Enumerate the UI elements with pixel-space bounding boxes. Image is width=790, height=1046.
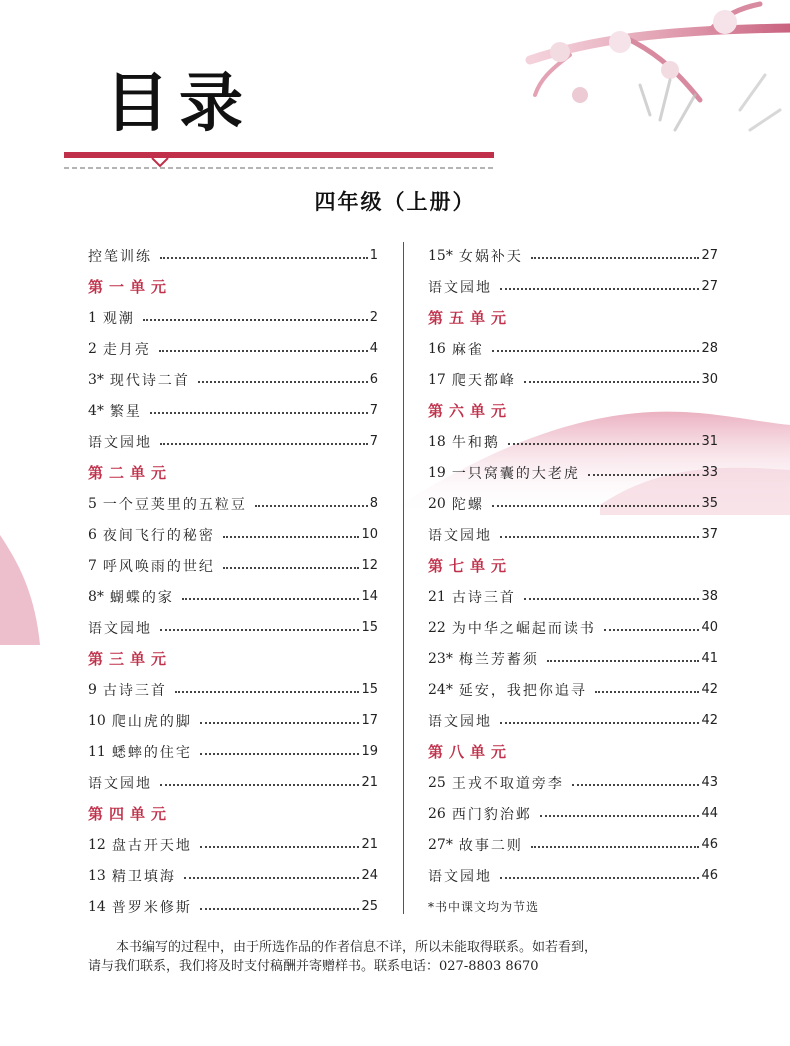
page-number: 37 (701, 527, 718, 542)
page-number: 21 (361, 837, 378, 852)
toc-entry[interactable] (428, 333, 718, 364)
toc-entry[interactable] (88, 736, 378, 767)
toc-entry[interactable] (428, 612, 718, 643)
lesson-number: 15* (428, 247, 453, 264)
lesson-number: 5 (88, 495, 97, 512)
lesson-number: 20 (428, 495, 446, 512)
dot-leader (200, 908, 360, 910)
dot-leader (200, 846, 360, 848)
dot-leader (540, 815, 700, 817)
lesson-title: 观潮 (102, 310, 135, 327)
dot-leader (150, 412, 368, 414)
lesson-number: 12 (88, 836, 106, 853)
footer-line-1: 本书编写的过程中，由于所选作品的作者信息不详，所以未能取得联系。如若看到， (116, 940, 598, 955)
lesson-title: 麻雀 (451, 341, 484, 358)
dot-leader (200, 722, 360, 724)
dot-leader (175, 691, 360, 693)
page-number: 6 (369, 372, 378, 387)
dot-leader (500, 536, 699, 538)
dot-leader (160, 257, 368, 259)
lesson-title: 盘古开天地 (111, 837, 192, 854)
dot-leader (547, 660, 700, 662)
toc-entry[interactable] (428, 674, 718, 705)
toc-entry[interactable] (428, 798, 718, 829)
lesson-title: 普罗米修斯 (111, 899, 192, 916)
dot-leader (508, 443, 700, 445)
page-number: 46 (701, 868, 718, 883)
page-title: 目录 (105, 67, 253, 141)
lesson-number: 25 (428, 774, 446, 791)
page-number: 12 (361, 558, 378, 573)
toc-entry[interactable] (428, 519, 718, 550)
page-number: 43 (701, 775, 718, 790)
dot-leader (198, 381, 368, 383)
lesson-title: 牛和鹅 (451, 434, 500, 451)
lesson-number: 18 (428, 433, 446, 450)
dot-leader (143, 319, 368, 321)
lesson-title: 一只窝囊的大老虎 (451, 465, 580, 482)
lesson-title: 爬天都峰 (451, 372, 516, 389)
toc-entry[interactable] (88, 302, 378, 333)
toc-entry[interactable] (88, 860, 378, 891)
dot-leader (500, 722, 699, 724)
lesson-title: 故事二则 (458, 837, 523, 854)
unit-title: 第八单元 (428, 743, 513, 761)
toc-entry[interactable] (88, 519, 378, 550)
lesson-number: 10 (88, 712, 106, 729)
lesson-number: 19 (428, 464, 446, 481)
lesson-title: 语文园地 (428, 527, 492, 544)
dot-leader (200, 753, 360, 755)
lesson-number: 27* (428, 836, 453, 853)
page-number: 33 (701, 465, 718, 480)
page-number: 10 (361, 527, 378, 542)
lesson-number: 14 (88, 898, 106, 915)
toc-left-column (88, 240, 378, 922)
page-number: 40 (701, 620, 718, 635)
unit-title: 第二单元 (88, 464, 173, 482)
toc-entry[interactable] (428, 488, 718, 519)
page-number: 30 (701, 372, 718, 387)
page-number: 4 (369, 341, 378, 356)
toc-entry[interactable] (428, 767, 718, 798)
toc-entry[interactable] (88, 395, 378, 426)
lesson-title: 古诗三首 (102, 682, 167, 699)
lesson-number: 8* (88, 588, 104, 605)
footer-notice (88, 938, 728, 976)
dot-leader (524, 598, 700, 600)
page-number: 25 (361, 899, 378, 914)
page-number: 31 (701, 434, 718, 449)
lesson-title: 夜间飞行的秘密 (102, 527, 215, 544)
lesson-number: 24* (428, 681, 453, 698)
lesson-number: 3* (88, 371, 104, 388)
unit-title: 第七单元 (428, 557, 513, 575)
toc-entry[interactable] (428, 364, 718, 395)
footer-line-2: 请与我们联系，我们将及时支付稿酬并寄赠样书。联系电话：027-8803 8670 (88, 959, 539, 974)
unit-title: 第四单元 (88, 805, 173, 823)
page-number: 42 (701, 713, 718, 728)
page-number: 27 (701, 279, 718, 294)
lesson-title: 语文园地 (428, 868, 492, 885)
lesson-number: 23* (428, 650, 453, 667)
lesson-title: 女娲补天 (458, 248, 523, 265)
dot-leader (492, 505, 700, 507)
unit-heading (428, 302, 718, 333)
dot-leader (223, 536, 360, 538)
toc-entry[interactable] (428, 829, 718, 860)
page-number: 41 (701, 651, 718, 666)
lesson-title: 语文园地 (88, 620, 152, 637)
lesson-title: 为中华之崛起而读书 (451, 620, 596, 637)
pink-mountain-decoration-left (0, 525, 40, 645)
lesson-title: 蟋蟀的住宅 (111, 744, 192, 761)
unit-heading (428, 395, 718, 426)
lesson-title: 语文园地 (428, 713, 492, 730)
column-divider (403, 242, 404, 914)
toc-entry[interactable] (428, 240, 718, 271)
excerpt-note: *书中课文均为节选 (428, 899, 540, 914)
toc-entry[interactable] (88, 426, 378, 457)
lesson-title: 走月亮 (102, 341, 151, 358)
lesson-number: 16 (428, 340, 446, 357)
lesson-title: 梅兰芳蓄须 (458, 651, 539, 668)
dot-leader (524, 381, 700, 383)
lesson-title: 一个豆荚里的五粒豆 (102, 496, 247, 513)
unit-title: 第三单元 (88, 650, 173, 668)
page-number: 21 (361, 775, 378, 790)
toc-entry[interactable] (428, 643, 718, 674)
unit-heading (88, 643, 378, 674)
page-number: 38 (701, 589, 718, 604)
page-number: 1 (369, 248, 378, 263)
page-number: 17 (361, 713, 378, 728)
lesson-number: 1 (88, 309, 97, 326)
plum-blossom-branch-decoration (510, 0, 790, 170)
page-number: 2 (369, 310, 378, 325)
page-number: 15 (361, 620, 378, 635)
page-number: 15 (361, 682, 378, 697)
toc-entry[interactable] (88, 550, 378, 581)
lesson-title: 繁星 (109, 403, 142, 420)
toc-entry[interactable] (88, 829, 378, 860)
dot-leader (160, 443, 368, 445)
lesson-title: 陀螺 (451, 496, 484, 513)
dot-leader (604, 629, 700, 631)
dot-leader (492, 350, 700, 352)
page-number: 42 (701, 682, 718, 697)
lesson-title: 蝴蝶的家 (109, 589, 174, 606)
toc-entry[interactable] (428, 457, 718, 488)
dot-leader (572, 784, 700, 786)
dot-leader (500, 288, 699, 290)
lesson-title: 精卫填海 (111, 868, 176, 885)
toc-entry[interactable] (88, 364, 378, 395)
unit-title: 第六单元 (428, 402, 513, 420)
page-number: 7 (369, 403, 378, 418)
lesson-number: 2 (88, 340, 97, 357)
lesson-title: 语文园地 (88, 775, 152, 792)
lesson-title: 延安，我把你追寻 (458, 682, 587, 699)
lesson-title: 语文园地 (428, 279, 492, 296)
page-number: 27 (701, 248, 718, 263)
toc-entry[interactable] (88, 674, 378, 705)
lesson-title: 语文园地 (88, 434, 152, 451)
toc-entry[interactable] (88, 767, 378, 798)
page-number: 8 (369, 496, 378, 511)
unit-heading (428, 736, 718, 767)
dot-leader (531, 846, 700, 848)
lesson-number: 26 (428, 805, 446, 822)
dot-leader (223, 567, 360, 569)
page-number: 14 (361, 589, 378, 604)
lesson-number: 22 (428, 619, 446, 636)
dot-leader (588, 474, 700, 476)
dot-leader (500, 877, 699, 879)
toc-entry[interactable] (88, 891, 378, 922)
toc-entry[interactable] (428, 860, 718, 891)
lesson-title: 现代诗二首 (109, 372, 190, 389)
page-number: 7 (369, 434, 378, 449)
dot-leader (595, 691, 700, 693)
page-number: 44 (701, 806, 718, 821)
dot-leader (255, 505, 368, 507)
toc-entry[interactable] (88, 612, 378, 643)
toc-right-column (428, 240, 718, 921)
unit-heading (88, 457, 378, 488)
lesson-title: 呼风唤雨的世纪 (102, 558, 215, 575)
unit-title: 第五单元 (428, 309, 513, 327)
dot-leader (160, 629, 359, 631)
page-number: 28 (701, 341, 718, 356)
toc-entry[interactable] (88, 488, 378, 519)
page-number: 19 (361, 744, 378, 759)
lesson-number: 9 (88, 681, 97, 698)
lesson-number: 11 (88, 743, 106, 760)
lesson-title: 古诗三首 (451, 589, 516, 606)
toc-entry[interactable] (88, 333, 378, 364)
lesson-title: 西门豹治邺 (451, 806, 532, 823)
dot-leader (531, 257, 700, 259)
page-number: 35 (701, 496, 718, 511)
toc-entry[interactable] (428, 271, 718, 302)
toc-entry[interactable] (428, 705, 718, 736)
title-underline-decoration (64, 150, 494, 176)
toc-entry[interactable] (88, 581, 378, 612)
dot-leader (160, 784, 359, 786)
dot-leader (159, 350, 368, 352)
toc-entry[interactable] (428, 581, 718, 612)
grade-subtitle: 四年级（上册） (314, 189, 476, 214)
dot-leader (182, 598, 360, 600)
unit-heading (88, 798, 378, 829)
page-number: 46 (701, 837, 718, 852)
dot-leader (184, 877, 360, 879)
lesson-number: 7 (88, 557, 97, 574)
unit-heading (428, 550, 718, 581)
lesson-title: 爬山虎的脚 (111, 713, 192, 730)
toc-entry[interactable] (88, 705, 378, 736)
lesson-number: 6 (88, 526, 97, 543)
lesson-number: 21 (428, 588, 446, 605)
unit-title: 第一单元 (88, 278, 173, 296)
lesson-number: 13 (88, 867, 106, 884)
unit-heading (88, 271, 378, 302)
toc-entry[interactable] (428, 426, 718, 457)
toc-entry[interactable] (88, 240, 378, 271)
lesson-number: 4* (88, 402, 104, 419)
lesson-title: 王戎不取道旁李 (451, 775, 564, 792)
lesson-number: 17 (428, 371, 446, 388)
page-number: 24 (361, 868, 378, 883)
lesson-title: 控笔训练 (88, 248, 152, 265)
